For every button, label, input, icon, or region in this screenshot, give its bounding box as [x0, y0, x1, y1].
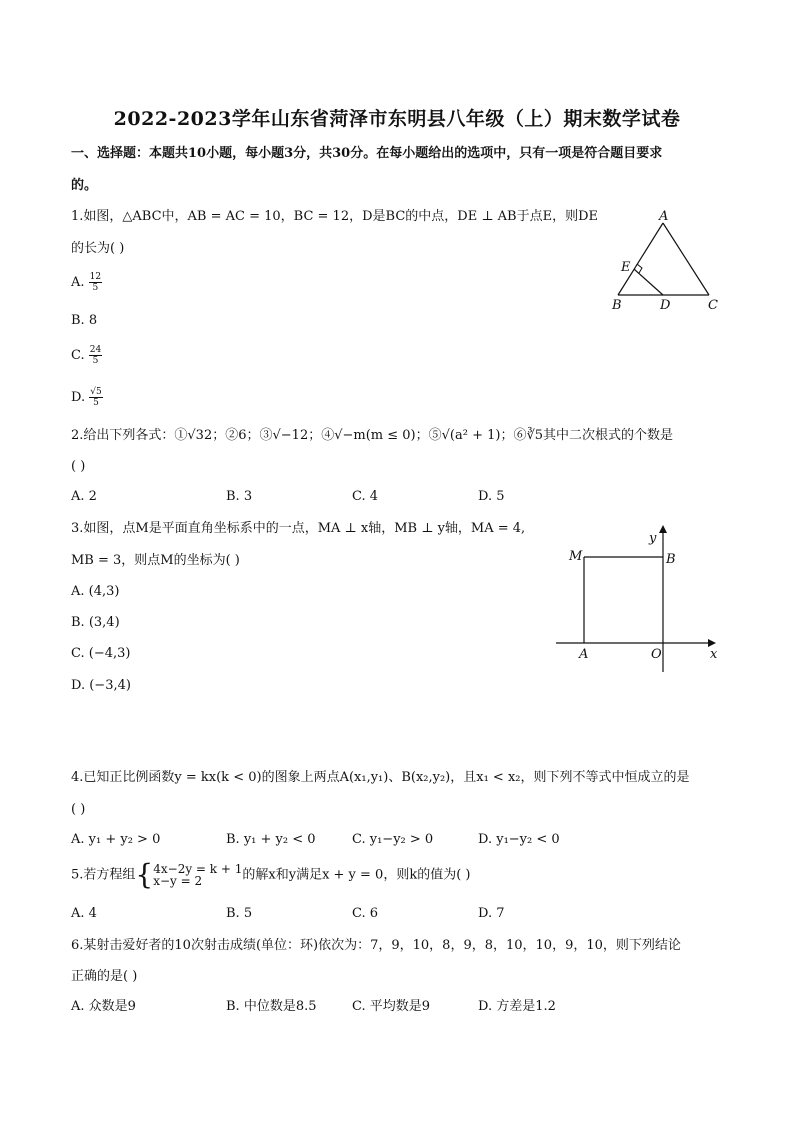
fraction: [89, 387, 102, 408]
label-b: B: [666, 552, 676, 567]
q1-option-c: [71, 345, 102, 366]
q5-option-b: B. 5: [226, 906, 253, 921]
denominator: 5: [92, 356, 99, 366]
q2-stem-line2: ( ): [71, 459, 86, 474]
q1-option-b: B. 8: [71, 313, 98, 328]
q5-prefix: 5.若方程组: [71, 867, 136, 883]
coordinate-figure: [554, 522, 724, 678]
q3-option-d: D. (−3,4): [71, 678, 131, 693]
q5-option-d: D. 7: [478, 906, 505, 921]
label-a: A: [659, 209, 669, 224]
equation-system: [153, 863, 242, 887]
y-axis-arrow-icon: [659, 525, 667, 533]
q6-option-c: C. 平均数是9: [352, 999, 431, 1014]
x-axis-arrow-icon: [708, 639, 716, 647]
label-c: C: [708, 298, 718, 313]
q3-option-a: A. (4,3): [71, 584, 120, 599]
equation-2: x−y = 2: [153, 874, 203, 888]
q3-stem-line1: 3.如图，点M是平面直角坐标系中的一点，MA ⊥ x轴，MB ⊥ y轴，MA = 4,: [71, 521, 526, 536]
q4-option-a: A. y₁ + y₂ > 0: [71, 832, 161, 847]
q4-stem-line1: 4.已知正比例函数y = kx(k < 0)的图象上两点A(x₁,y₁)、B(x₂,y₂)，且x₁ < x₂，则下列不等式中恒成立的是: [71, 770, 690, 785]
q1-stem-line2: 的长为( ): [71, 241, 125, 256]
label-y: y: [649, 531, 657, 546]
label-e: E: [621, 260, 631, 275]
q3-option-c: C. (−4,3): [71, 646, 131, 661]
equation-1: 4x−2y = k + 1: [153, 862, 243, 876]
numerator: √5: [90, 387, 102, 397]
q6-stem-line2: 正确的是( ): [71, 969, 138, 984]
q6-stem-line1: 6.某射击爱好者的10次射击成绩(单位：环)依次为：7，9，10，8，9，8，10，10，9，10，则下列结论: [71, 938, 681, 953]
q2-option-d: D. 5: [478, 489, 505, 504]
q1-stem-line1: 1.如图，△ABC中，AB = AC = 10，BC = 12，D是BC的中点，DE ⊥ AB于点E，则DE: [71, 209, 599, 224]
q4-stem-line2: ( ): [71, 802, 86, 817]
q6-option-b: B. 中位数是8.5: [226, 999, 317, 1014]
denominator: 5: [93, 398, 99, 408]
side-ac: [663, 223, 709, 295]
q4-option-d: D. y₁−y₂ < 0: [478, 832, 560, 847]
label-a: A: [579, 647, 589, 662]
section-heading-line1: 一、选择题：本题共10小题，每小题3分，共30分。在每小题给出的选项中，只有一项是符合题目要求: [71, 146, 663, 161]
q5-stem: [71, 858, 471, 891]
denominator: 5: [92, 283, 99, 293]
q5-suffix: 的解x和y满足x + y = 0，则k的值为( ): [242, 867, 471, 883]
q5-option-c: C. 6: [352, 906, 379, 921]
section-heading-line2: 的。: [71, 178, 98, 193]
label-b: B: [612, 298, 622, 313]
q4-option-b: B. y₁ + y₂ < 0: [226, 832, 316, 847]
q1-option-d: [71, 387, 103, 408]
page-title: 2022-2023学年山东省菏泽市东明县八年级（上）期末数学试卷: [113, 108, 681, 130]
label-m: M: [569, 549, 583, 564]
q2-stem-line1: 2.给出下列各式：①√32；②6；③√−12；④√−m(m ≤ 0)；⑤√(a² + 1)；⑥∛5其中二次根式的个数是: [71, 428, 673, 443]
numerator: 12: [89, 272, 102, 282]
numerator: 24: [89, 345, 102, 355]
option-label: C.: [71, 348, 85, 363]
q5-option-a: A. 4: [71, 906, 97, 921]
q4-option-c: C. y₁−y₂ > 0: [352, 832, 434, 847]
label-o: O: [651, 647, 662, 662]
q2-option-c: C. 4: [352, 489, 379, 504]
triangle-figure: [604, 205, 724, 315]
q3-option-b: B. (3,4): [71, 615, 120, 630]
q3-stem-line2: MB = 3，则点M的坐标为( ): [71, 553, 240, 568]
q6-option-d: D. 方差是1.2: [478, 999, 556, 1014]
segment-de: [634, 269, 663, 295]
label-d: D: [660, 298, 671, 313]
brace-icon: {: [135, 858, 154, 891]
option-label: D.: [71, 390, 86, 405]
fraction: [89, 345, 102, 366]
label-x: x: [710, 647, 718, 662]
side-ab: [618, 223, 663, 295]
q2-option-b: B. 3: [226, 489, 253, 504]
fraction: [89, 272, 102, 293]
q1-option-a: [71, 272, 102, 293]
q6-option-a: A. 众数是9: [71, 999, 136, 1014]
q2-option-a: A. 2: [71, 489, 97, 504]
option-label: A.: [71, 275, 85, 290]
